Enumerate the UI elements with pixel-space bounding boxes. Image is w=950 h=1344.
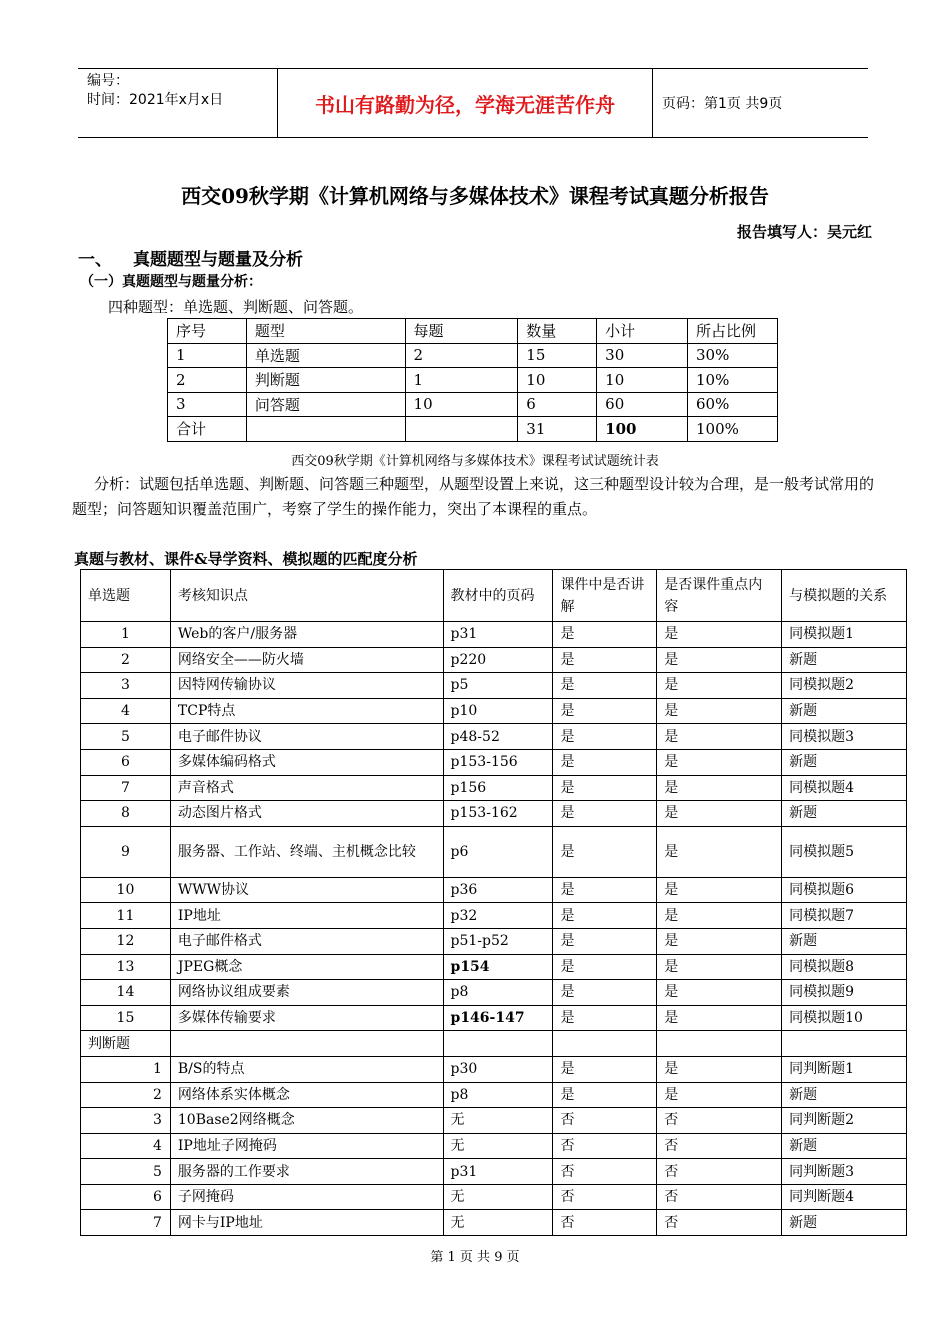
table-cell: 是 (657, 1056, 782, 1082)
table-cell: p146-147 (443, 1005, 553, 1031)
table-row (168, 417, 778, 442)
stats-table (167, 318, 778, 442)
table-cell (553, 1031, 657, 1057)
section-heading-2: 真题与教材、课件&导学资料、模拟题的匹配度分析 (74, 550, 418, 568)
table-cell: 是 (657, 980, 782, 1006)
table-cell: 是 (553, 647, 657, 673)
section-number: 一、 (78, 250, 112, 270)
table-cell: 是 (657, 1082, 782, 1108)
match-table (80, 569, 907, 1236)
header-cell: 小计 (597, 319, 688, 344)
table-cell (443, 1031, 553, 1057)
table-cell: p32 (443, 903, 553, 929)
table-row (81, 775, 907, 801)
table-cell: p31 (443, 622, 553, 648)
table-row (81, 801, 907, 827)
table-cell: 是 (553, 673, 657, 699)
table-cell: 13 (81, 954, 171, 980)
table-cell: p8 (443, 980, 553, 1006)
table-cell: 是 (553, 877, 657, 903)
table-cell: 6 (81, 1184, 171, 1210)
reporter: 报告填写人：吴元红 (736, 223, 872, 241)
table-cell: Web的客户/服务器 (170, 622, 443, 648)
table-row (81, 724, 907, 750)
table-cell: 是 (553, 903, 657, 929)
time-label: 时间：2021年x月x日 (87, 92, 224, 108)
table-cell: 100 (597, 417, 688, 442)
table-cell: 网络体系实体概念 (170, 1082, 443, 1108)
table-cell: 10 (81, 877, 171, 903)
table-cell: 15 (81, 1005, 171, 1031)
table-cell: 同判断题1 (782, 1056, 907, 1082)
table-cell: 100% (688, 417, 778, 442)
page-label: 页码：第1页 共9页 (662, 96, 783, 112)
table-cell: 服务器的工作要求 (170, 1159, 443, 1185)
table-row (81, 1082, 907, 1108)
table-cell: 是 (657, 1005, 782, 1031)
header-cell: 单选题 (81, 570, 171, 622)
table-row (81, 1210, 907, 1236)
table-row (81, 1108, 907, 1134)
table-cell: 30 (597, 343, 688, 368)
table-cell: 无 (443, 1210, 553, 1236)
table-cell: 3 (168, 392, 247, 417)
table-cell: 新题 (782, 698, 907, 724)
table-cell: 单选题 (246, 343, 405, 368)
table-cell: 是 (657, 724, 782, 750)
table-cell: 是 (657, 826, 782, 877)
table-cell: 同模拟题5 (782, 826, 907, 877)
table-cell: 是 (657, 877, 782, 903)
table-cell: 否 (657, 1210, 782, 1236)
table-cell: 15 (518, 343, 597, 368)
table-cell: 31 (518, 417, 597, 442)
table-cell: p10 (443, 698, 553, 724)
header-info (78, 69, 278, 137)
table-cell: 同模拟题1 (782, 622, 907, 648)
motto: 书山有路勤为径，学海无涯苦作舟 (278, 69, 653, 137)
table-cell: 14 (81, 980, 171, 1006)
table-cell: 电子邮件协议 (170, 724, 443, 750)
table-row (81, 980, 907, 1006)
table-cell: 同判断题4 (782, 1184, 907, 1210)
table-cell (657, 1031, 782, 1057)
table-cell: 无 (443, 1133, 553, 1159)
table-cell: WWW协议 (170, 877, 443, 903)
header-cell: 题型 (246, 319, 405, 344)
table-cell: 电子邮件格式 (170, 928, 443, 954)
table-cell: 同模拟题2 (782, 673, 907, 699)
table-cell: 5 (81, 1159, 171, 1185)
table-cell: 7 (81, 775, 171, 801)
table-cell: 是 (553, 698, 657, 724)
header-cell: 序号 (168, 319, 247, 344)
table-row (81, 1159, 907, 1185)
table-cell: 是 (657, 622, 782, 648)
table-cell: 否 (657, 1184, 782, 1210)
table-cell: 同模拟题10 (782, 1005, 907, 1031)
table-cell: 3 (81, 1108, 171, 1134)
table-header-row (168, 319, 778, 344)
table-cell: p153-162 (443, 801, 553, 827)
table-cell: 1 (81, 622, 171, 648)
table-cell: 子网掩码 (170, 1184, 443, 1210)
table-caption: 西交09秋学期《计算机网络与多媒体技术》课程考试试题统计表 (291, 454, 659, 469)
table-row (81, 903, 907, 929)
table-cell: 60% (688, 392, 778, 417)
table-cell: 是 (553, 1005, 657, 1031)
table-cell: 服务器、工作站、终端、主机概念比较 (170, 826, 443, 877)
table-cell: TCP特点 (170, 698, 443, 724)
table-cell: 9 (81, 826, 171, 877)
table-cell: 否 (553, 1184, 657, 1210)
table-row (81, 698, 907, 724)
table-cell: 10Base2网络概念 (170, 1108, 443, 1134)
table-row (81, 826, 907, 877)
table-cell: 6 (81, 749, 171, 775)
table-cell: 是 (553, 826, 657, 877)
table-cell: JPEG概念 (170, 954, 443, 980)
header-cell: 课件中是否讲解 (553, 570, 657, 622)
table-cell: p8 (443, 1082, 553, 1108)
header-cell: 所占比例 (688, 319, 778, 344)
table-row (81, 622, 907, 648)
table-cell: p220 (443, 647, 553, 673)
table-cell: p154 (443, 954, 553, 980)
table-cell: 1 (405, 368, 518, 393)
table-cell: 2 (81, 1082, 171, 1108)
table-cell: 2 (81, 647, 171, 673)
header-cell: 考核知识点 (170, 570, 443, 622)
table-cell: 是 (657, 903, 782, 929)
table-cell: 4 (81, 1133, 171, 1159)
table-cell: 否 (553, 1108, 657, 1134)
table-cell: 新题 (782, 647, 907, 673)
table-header-row (81, 570, 907, 622)
section-title: 真题题型与题量及分析 (133, 250, 303, 270)
table-cell: 是 (553, 775, 657, 801)
header-cell: 教材中的页码 (443, 570, 553, 622)
table-cell: 多媒体编码格式 (170, 749, 443, 775)
table-cell: 是 (553, 749, 657, 775)
page-footer: 第 1 页 共 9 页 (430, 1250, 520, 1265)
table-cell: 因特网传输协议 (170, 673, 443, 699)
table-cell: 否 (657, 1108, 782, 1134)
table-cell: 声音格式 (170, 775, 443, 801)
table-cell: 30% (688, 343, 778, 368)
table-row (81, 647, 907, 673)
table-cell: p48-52 (443, 724, 553, 750)
table-cell: 7 (81, 1210, 171, 1236)
table-cell: 1 (168, 343, 247, 368)
table-cell: 新题 (782, 801, 907, 827)
table-cell: 否 (553, 1210, 657, 1236)
table-cell: 3 (81, 673, 171, 699)
table-cell: 1 (81, 1056, 171, 1082)
table-cell: p51-p52 (443, 928, 553, 954)
types-paragraph: 四种题型：单选题、判断题、问答题。 (108, 298, 364, 316)
table-cell: 新题 (782, 928, 907, 954)
table-cell: p5 (443, 673, 553, 699)
table-cell: 是 (657, 928, 782, 954)
table-cell: 是 (657, 647, 782, 673)
table-cell: 60 (597, 392, 688, 417)
table-cell: p30 (443, 1056, 553, 1082)
table-cell: 是 (553, 928, 657, 954)
table-cell: 同判断题3 (782, 1159, 907, 1185)
table-cell (405, 417, 518, 442)
table-cell: 同模拟题8 (782, 954, 907, 980)
table-row (168, 368, 778, 393)
table-cell: 判断题 (81, 1031, 171, 1057)
table-cell: 10 (597, 368, 688, 393)
table-row (81, 1133, 907, 1159)
table-cell: 动态图片格式 (170, 801, 443, 827)
table-cell: 是 (657, 698, 782, 724)
table-cell: p153-156 (443, 749, 553, 775)
table-cell: p156 (443, 775, 553, 801)
table-cell: p31 (443, 1159, 553, 1185)
table-cell: 是 (553, 954, 657, 980)
table-row (81, 1031, 907, 1057)
section-heading-1 (78, 245, 303, 270)
table-cell: 新题 (782, 1082, 907, 1108)
table-row (81, 954, 907, 980)
table-cell: 是 (657, 801, 782, 827)
table-cell: 2 (405, 343, 518, 368)
table-cell: 网络协议组成要素 (170, 980, 443, 1006)
table-cell: 网络安全——防火墙 (170, 647, 443, 673)
code-label: 编号： (87, 73, 129, 89)
table-cell: 合计 (168, 417, 247, 442)
document-title: 西交09秋学期《计算机网络与多媒体技术》课程考试真题分析报告 (181, 184, 769, 208)
header-cell: 与模拟题的关系 (782, 570, 907, 622)
table-cell: 同判断题2 (782, 1108, 907, 1134)
table-cell: 是 (657, 954, 782, 980)
table-cell: 12 (81, 928, 171, 954)
table-row (81, 877, 907, 903)
table-cell: 同模拟题4 (782, 775, 907, 801)
table-cell: B/S的特点 (170, 1056, 443, 1082)
table-cell: 是 (553, 980, 657, 1006)
table-row (81, 673, 907, 699)
table-cell: 10% (688, 368, 778, 393)
table-cell: 问答题 (246, 392, 405, 417)
table-row (81, 928, 907, 954)
table-cell: 同模拟题7 (782, 903, 907, 929)
table-cell: 新题 (782, 749, 907, 775)
table-cell: 判断题 (246, 368, 405, 393)
table-cell: 是 (553, 801, 657, 827)
table-cell: IP地址 (170, 903, 443, 929)
table-cell (246, 417, 405, 442)
table-cell: 8 (81, 801, 171, 827)
table-cell: 是 (553, 622, 657, 648)
table-cell (782, 1031, 907, 1057)
table-cell: 6 (518, 392, 597, 417)
table-cell: 同模拟题9 (782, 980, 907, 1006)
subsection-heading: （一）真题题型与题量分析： (80, 274, 262, 290)
header-cell: 数量 (518, 319, 597, 344)
table-row (81, 1184, 907, 1210)
header-cell: 是否课件重点内容 (657, 570, 782, 622)
table-cell: 同模拟题3 (782, 724, 907, 750)
table-cell: 是 (657, 749, 782, 775)
table-cell (170, 1031, 443, 1057)
table-cell: 是 (553, 1056, 657, 1082)
table-cell: 否 (553, 1133, 657, 1159)
page-header (78, 68, 868, 138)
table-cell: 是 (553, 1082, 657, 1108)
table-cell: 否 (657, 1159, 782, 1185)
table-cell: 5 (81, 724, 171, 750)
table-cell: 4 (81, 698, 171, 724)
table-cell: 新题 (782, 1133, 907, 1159)
table-cell: 网卡与IP地址 (170, 1210, 443, 1236)
table-cell: 新题 (782, 1210, 907, 1236)
table-row (81, 1056, 907, 1082)
table-cell: 是 (553, 724, 657, 750)
table-cell: p6 (443, 826, 553, 877)
analysis-paragraph: 分析：试题包括单选题、判断题、问答题三种题型，从题型设置上来说，这三种题型设计较为合理，是一般考试常用的题型；问答题知识覆盖范围广，考察了学生的操作能力，突出了本课程的重点。 (72, 475, 875, 518)
table-row (81, 1005, 907, 1031)
table-cell: 11 (81, 903, 171, 929)
table-cell: IP地址子网掩码 (170, 1133, 443, 1159)
table-cell: 是 (657, 775, 782, 801)
table-cell: 否 (657, 1133, 782, 1159)
header-cell: 每题 (405, 319, 518, 344)
table-cell: 否 (553, 1159, 657, 1185)
table-cell: 是 (657, 673, 782, 699)
table-row (81, 749, 907, 775)
table-cell: 无 (443, 1184, 553, 1210)
table-cell: p36 (443, 877, 553, 903)
table-cell: 同模拟题6 (782, 877, 907, 903)
table-row (168, 343, 778, 368)
table-cell: 10 (405, 392, 518, 417)
table-row (168, 392, 778, 417)
table-cell: 多媒体传输要求 (170, 1005, 443, 1031)
table-cell: 2 (168, 368, 247, 393)
table-cell: 10 (518, 368, 597, 393)
table-cell: 无 (443, 1108, 553, 1134)
